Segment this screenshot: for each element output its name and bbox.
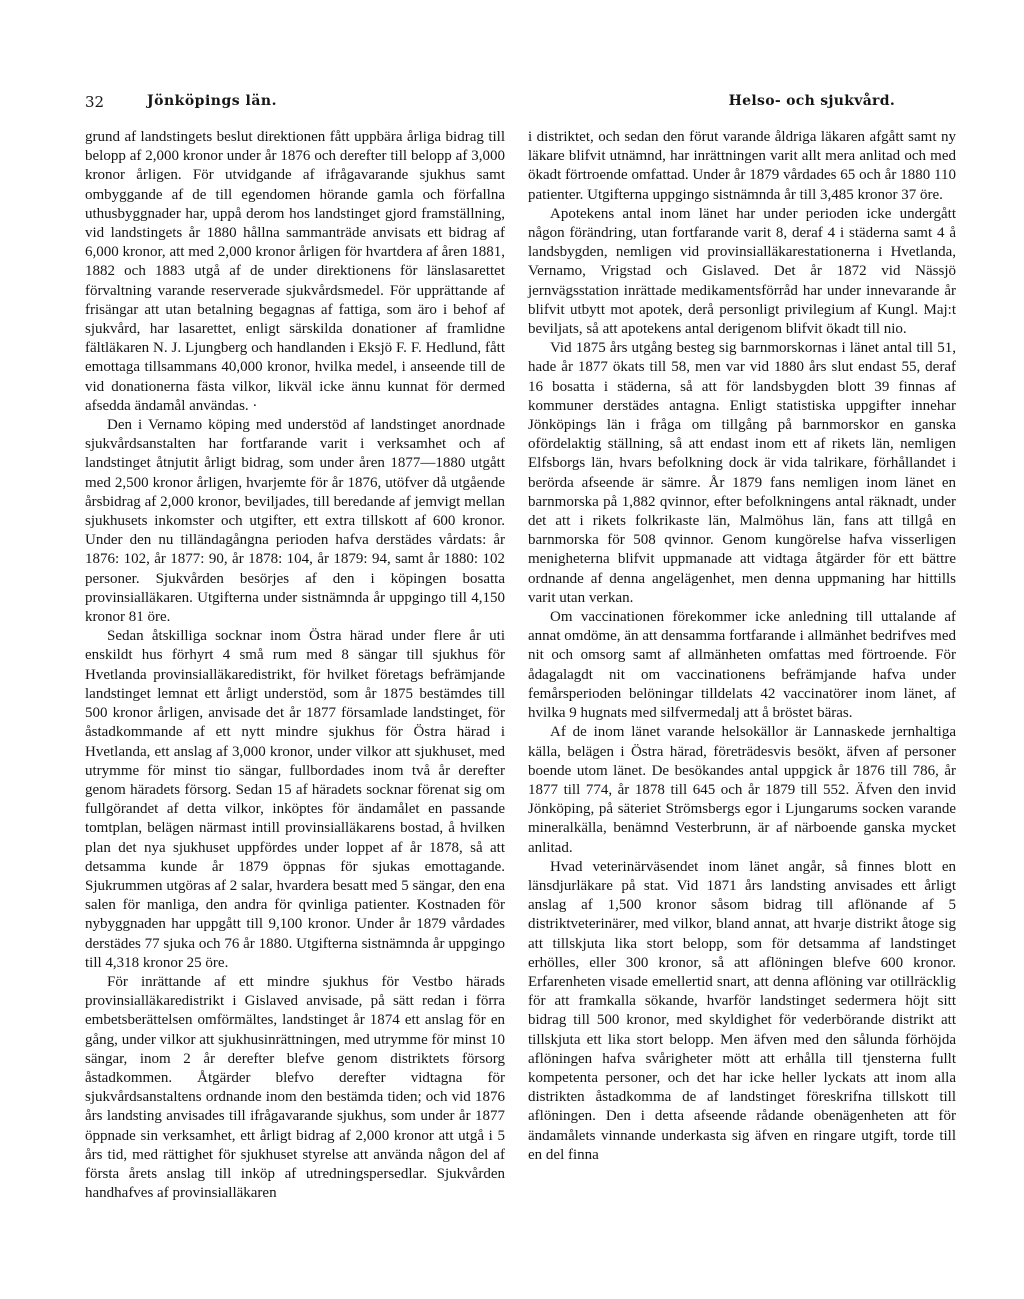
- right-column: [528, 128, 956, 1165]
- paragraph: Den i Vernamo köping med understöd af landstinget anordnade sjukvårdsanstalten har fortfarande varit i verksamhet och af landstinget åtnjutit årligt bidrag, som under åren 1877—1880 utgått med 2,500 kronor årligen, hvarjemte för år 1876, utöfver då utgående årsbidrag af 2,000 kronor, beviljades, till beredande af jemvigt mellan sjukhusets inkomster och utgifter, ett extra tillskott af 600 kronor. Under den nu tilländagångna perioden hafva derstädes vårdats: år 1876: 102, år 1877: 90, år 1878: 104, år 1879: 94, samt år 1880: 102 personer. Sjukvården besörjes af den i köpingen bosatta provinsialläkaren. Utgifterna under sistnämnda år uppgingo till 4,150 kronor 81 öre.: [85, 417, 505, 626]
- running-title-left: Jönköpings län.: [147, 93, 277, 109]
- paragraph: Af de inom länet varande helsokällor är Lannaskede jernhaltiga källa, belägen i Östra härad, företrädesvis besökt, äfven af personer boende utom länet. De besökandes antal uppgick år 1876 till 786, år 1877 till 774, år 1878 till 645 och år 1879 till 552. Äfven den invid Jönköping, på säteriet Strömsbergs egor i Ljungarums socken varande mineralkälla, benämnd Vesterbrunn, är af närboende ganska mycket anlitad.: [528, 724, 956, 856]
- paragraph: Apotekens antal inom länet har under perioden icke undergått någon förändring, utan fortfarande varit 8, deraf 4 i städerna samt 4 å landsbygden, nemligen vid provinsialläkarestationerna i Hvetlanda, Vernamo, Vrigstad och Gislaved. Det år 1872 vid Nässjö jernvägsstation inrättade medikamentsförråd har under innevarande år blifvit utbytt mot apotek, derå personligt privilegium af Kungl. Maj:t beviljats, så att apotekens antal derigenom blifvit ökadt till nio.: [528, 205, 956, 338]
- paragraph: Vid 1875 års utgång besteg sig barnmorskornas i länet antal till 51, hade år 1877 ökats till 58, men var vid 1880 års slut endast 55, deraf 16 bosatta i städerna, så att för landsbygden blott 39 finnas af kommuner derstädes antagna. Enligt statistiska uppgifter innehar Jönköpings län i fråga om tillgång på barnmorskor en ganska ofördelaktig ställning, så att endast inom ett af rikets län, nemligen Elfsborgs län, hvars befolkning dock är vida talrikare, förhållandet i berörda afseende är sämre. År 1879 fans nemligen inom länet en barnmorska på 1,882 qvinnor, efter befolkningens antal räknadt, under det att i rikets folkrikaste län, Malmöhus län, fans att tillgå en barnmorska för 508 qvinnor. Genom kungörelse hafva visserligen menigheterna blifvit uppmanade att vidtaga åtgärder för ett bättre ordnande af denna angelägenhet, men denna uppmaning har hittills varit utan verkan.: [528, 340, 956, 606]
- page-header: [85, 93, 895, 117]
- paragraph: För inrättande af ett mindre sjukhus för Vestbo härads provinsialläkaredistrikt i Gislaved anvisade, på sätt redan i förra embetsberättelsen omförmältes, landstinget år 1874 ett anslag för en gång, under vilkor att sjukhusinrättningen, med utrymme för minst 10 sängar, inom 2 år derefter blefve genom distriktets försorg åstadkommen. Åtgärder blefvo derefter vidtagna för sjukvårdsanstaltens ordnande inom den bestämda tiden; och vid 1876 års landsting anvisades till ifrågavarande sjukhus, som under år 1877 öppnade sin verksamhet, ett årligt bidrag af 2,000 kronor att utgå i 5 års tid, med rättighet för sjukhuset styrelse att använda någon del af första årets anslag till inköp af utredningspersedlar. Sjukvården handhafves af provinsialläkaren: [85, 973, 505, 1202]
- paragraph: grund af landstingets beslut direktionen fått uppbära årliga bidrag till belopp af 2,000 kronor under år 1876 och derefter till belopp af 3,000 kronor årligen. För utvidgande af ifrågavarande sjukhus samt ombyggande af de till egendomen hörande gamla och förfallna uthusbyggnader har, uppå derom hos landstinget gjord framställning, vid landstingets år 1880 hållna sammanträde anvisats ett bidrag af 6,000 kronor, att med 2,000 kronor årligen för hvartdera af åren 1881, 1882 och 1883 utgå af de under direktionens för länslasarettet förvaltning varande reserverade sjukvårdsmedel. För upprättande af frisängar att utan betalning begagnas af fattiga, som äro i behof af sjukvård, har lasarettet, enligt särskilda donationer af framlidne fältläkaren N. J. Ljungberg och handlanden i Eksjö F. F. Hedlund, fått emottaga tillsammans 40,000 kronor, hvilka medel, i anseende till de vid donationerna fästa vilkor, likväl icke ännu kunnat för dermed afsedda ändamål användas. ·: [85, 129, 505, 414]
- left-column: [85, 128, 505, 1203]
- paragraph: i distriktet, och sedan den förut varande åldriga läkaren afgått samt ny läkare blifvit utnämnd, har inrättningen varit allt mera anlitad och med ökadt förtroende omfattad. Under år 1879 vårdades 65 och år 1880 110 patienter. Utgifterna uppgingo sistnämnda år till 3,485 kronor 37 öre.: [528, 129, 956, 203]
- paragraph: Sedan åtskilliga socknar inom Östra härad under flere år uti enskildt hus förhyrt 4 små rum med 8 sängar till sjukhus för Hvetlanda provinsialläkaredistrikt, för hvilket företags befrämjande landstinget lemnat ett årligt understöd, som år 1875 bestämdes till 500 kronor årligen, anvisade det år 1877 församlade landstinget, för åstadkommande af ett nytt mindre sjukhus för Östra härad i Hvetlanda, ett anslag af 3,000 kronor, under vilkor att sjukhuset, med utrymme för minst tio sängar, fullbordades inom två år derefter genom häradets försorg. Sedan 15 af häradets socknar förenat sig om fullgörandet af detta vilkor, inköptes för ändamålet en passande tomtplan, belägen närmast intill provinsialläkarens bostad, å hvilken plan det nya sjukhuset uppfördes under loppet af år 1878, så att detsamma kunde år 1879 öppnas för sjukas emottagande. Sjukrummen utgöras af 2 salar, hvardera besatt med 5 sängar, den ena salen för manliga, den andra för qvinliga patienter. Kostnaden för nybyggnaden har uppgått till 9,100 kronor. Under år 1879 vårdades derstädes 77 sjuka och 76 år 1880. Utgifterna sistnämnda år uppgingo till 4,318 kronor 25 öre.: [85, 628, 505, 971]
- running-title-right: Helso- och sjukvård.: [728, 93, 895, 109]
- page-number: 32: [85, 93, 105, 111]
- paragraph: Om vaccinationen förekommer icke anledning till uttalande af annat omdöme, än att densamma fortfarande i allmänhet bedrifves med nit och omsorg samt af allmänheten omfattas med förtroende. För ådagalagdt nit om vaccinationens befrämjande hafva under femårsperioden belöningar tilldelats 42 vaccinatörer inom länet, af hvilka 9 hugnats med silfvermedalj att å bröstet bäras.: [528, 609, 956, 722]
- paragraph: Hvad veterinärväsendet inom länet angår, så finnes blott en länsdjurläkare på stat. Vid 1871 års landsting anvisades ett årligt anslag af 1,500 kronor såsom bidrag till aflönande af 5 distriktveterinärer, med vilkor, bland annat, att hvarje distrikt åtoge sig att tillskjuta lika stort belopp, som för detsamma af landstinget erhölles, eller 300 kronor, så att aflöningen blefve 600 kronor. Erfarenheten visade emellertid snart, att denna aflöning var otillräcklig för att framkalla sökande, hvarför landstinget sedermera höjt sitt bidrag till 500 kronor, med skyldighet för vederbörande distrikt att tillskjuta ett lika stort belopp. Men äfven med den sålunda förhöjda aflöningen hafva svårigheter mött att erhålla till tjensterna fullt kompetenta personer, och det har icke heller lyckats att inom alla distrikten åstadkomma de af landstinget föreskrifna tillskott till aflöningen. Den i detta afseende rådande obenägenheten att för ändamålets vinnande underkasta sig äfven en ringare utgift, torde till en del finna: [528, 858, 956, 1163]
